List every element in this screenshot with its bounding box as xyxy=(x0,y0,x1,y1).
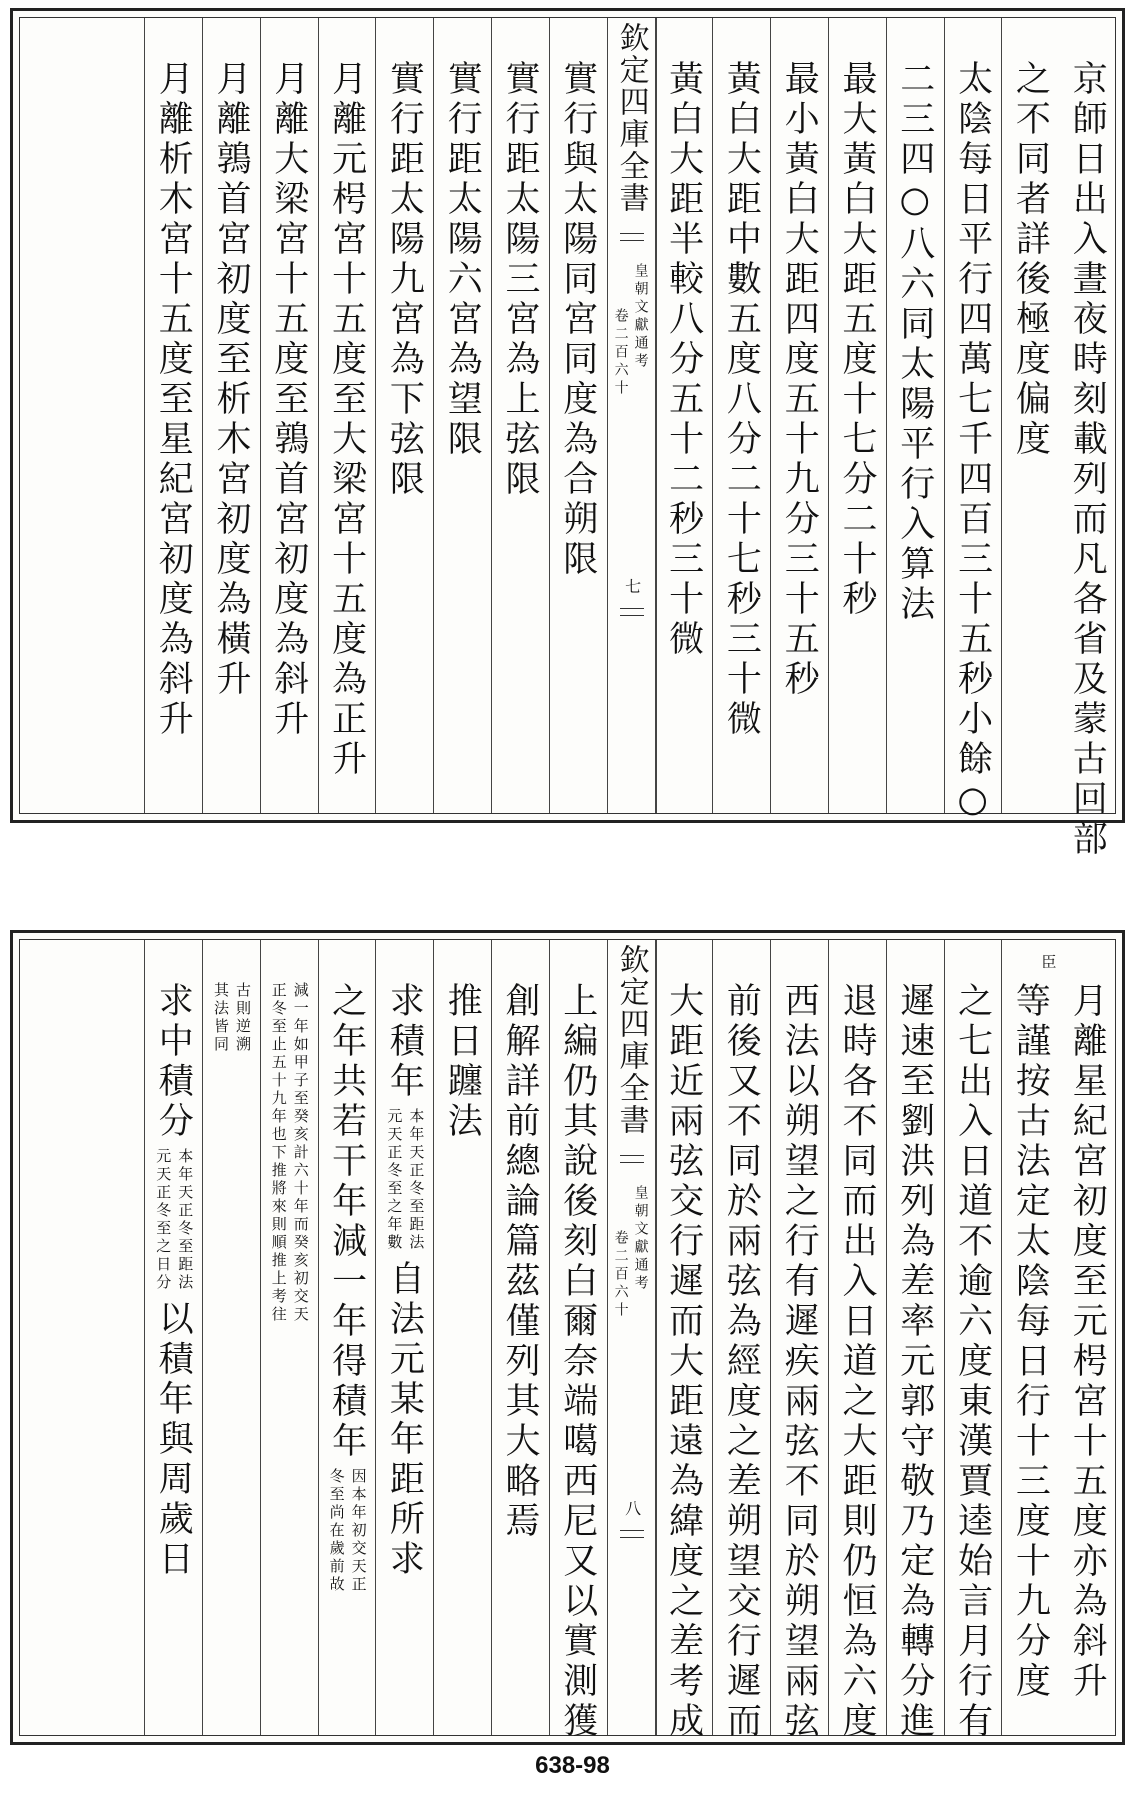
page-1-frame xyxy=(19,17,1116,860)
text-column xyxy=(886,18,945,813)
column-text: 黃白大距中數五度八分二十七秒三十微 xyxy=(721,60,762,740)
column-text: 太陰每日平行四萬七千四百三十五秒小餘○ xyxy=(952,60,993,825)
text-column xyxy=(770,940,829,1742)
column-text: 求積年 xyxy=(384,982,425,1102)
fish-tail-mark xyxy=(620,1530,644,1549)
note-line: 本年天正冬至距法 xyxy=(407,1108,426,1252)
column-text: 月離元枵宮十五度至大梁宮十五度為正升 xyxy=(326,60,367,780)
column-text: 求中積分 xyxy=(153,982,194,1142)
text-column xyxy=(375,18,434,813)
text-column xyxy=(491,940,550,1735)
text-column xyxy=(1001,940,1060,1735)
text-column xyxy=(828,18,887,813)
fish-tail-mark xyxy=(620,1155,644,1174)
text-column xyxy=(886,940,945,1742)
center-spine xyxy=(607,18,657,813)
column-text: 西法以朔望之行有遲疾兩弦不同於朔望兩弦 xyxy=(779,982,820,1742)
text-column xyxy=(202,940,261,1735)
text-column xyxy=(944,940,1003,1742)
column-text: 實行與太陽同宮同度為合朔限 xyxy=(557,60,598,580)
spine-title: 欽定四庫全書 xyxy=(613,944,649,1136)
column-text: 創解詳前總論篇茲僅列其大略焉 xyxy=(500,982,540,1542)
column-text: 前後又不同於兩弦為經度之差朔望交行遲而 xyxy=(721,982,762,1742)
text-column xyxy=(144,18,203,813)
column-text: 月離星紀宮初度至元枵宮十五度亦為斜升 xyxy=(1067,982,1108,1702)
fish-tail-mark xyxy=(620,608,644,627)
note-line: 冬至尚在歲前故 xyxy=(327,1468,346,1594)
column-text: 月離大梁宮十五度至鶉首宮初度為斜升 xyxy=(268,60,309,740)
column-text: 月離析木宮十五度至星紀宮初度為斜升 xyxy=(153,60,194,740)
column-text: 月離鶉首宮初度至析木宮初度為橫升 xyxy=(211,60,251,700)
spine-book-title: 皇朝文獻通考 xyxy=(632,263,649,371)
text-column xyxy=(828,940,887,1742)
text-column xyxy=(433,940,492,1735)
column-text: 之七出入日道不逾六度東漢賈逵始言月行有 xyxy=(952,982,993,1742)
column-text: 之年共若干年減一年得積年 xyxy=(326,982,367,1462)
page-1 xyxy=(10,8,1125,860)
spine-book-title: 皇朝文獻通考 xyxy=(632,1185,649,1293)
text-column xyxy=(260,18,319,813)
column-text: 以積年與周歲日 xyxy=(153,1300,194,1580)
note-line: 元天正冬至之年數 xyxy=(385,1108,404,1252)
text-column xyxy=(944,18,1003,825)
column-text: 實行距太陽六宮為望限 xyxy=(442,60,483,460)
text-column xyxy=(1059,18,1117,860)
text-column xyxy=(144,940,203,1735)
text-column xyxy=(433,18,492,813)
column-text: 二三四○八六同太陽平行入算法 xyxy=(894,60,935,625)
text-column xyxy=(655,18,714,813)
text-column xyxy=(655,940,714,1742)
column-text: 實行距太陽九宮為下弦限 xyxy=(384,60,425,500)
center-spine xyxy=(607,940,657,1735)
note-line: 減一年如甲子至癸亥計六十年而癸亥初交天 xyxy=(291,982,310,1324)
page-2 xyxy=(10,930,1125,1745)
text-column xyxy=(318,18,377,813)
column-text: 等謹按古法定太陰每日行十三度十九分度 xyxy=(1010,982,1051,1702)
text-column xyxy=(549,940,608,1742)
spine-volume: 卷二百六十 xyxy=(612,308,629,398)
column-text: 黃白大距半較八分五十二秒三十微 xyxy=(663,60,704,660)
text-column xyxy=(712,18,771,813)
text-column xyxy=(549,18,608,813)
column-text: 之不同者詳後極度偏度 xyxy=(1010,60,1051,460)
honorific-mark: 臣 xyxy=(1039,954,1058,972)
column-text: 遲速至劉洪列為差率元郭守敬乃定為轉分進 xyxy=(894,982,935,1742)
note-line: 正冬至止五十九年也下推將來則順推上考往 xyxy=(269,982,288,1324)
text-column xyxy=(318,940,377,1735)
text-column xyxy=(375,940,434,1735)
fish-tail-mark xyxy=(620,233,644,252)
spine-title: 欽定四庫全書 xyxy=(613,22,649,214)
page-number-footer: 638-98 xyxy=(535,1752,610,1779)
column-text: 大距近兩弦交行遲而大距遠為緯度之差考成 xyxy=(663,982,704,1742)
column-text: 實行距太陽三宮為上弦限 xyxy=(500,60,540,500)
text-column xyxy=(1001,18,1060,813)
spine-page-number: 八 xyxy=(622,1500,642,1521)
note-line: 因本年初交天正 xyxy=(349,1468,368,1594)
text-column xyxy=(770,18,829,813)
column-text: 最小黃白大距四度五十九分三十五秒 xyxy=(779,60,820,700)
note-line: 元天正冬至之日分 xyxy=(154,1148,173,1292)
note-line: 古則逆溯 xyxy=(234,982,252,1054)
note-line: 本年天正冬至距法 xyxy=(176,1148,195,1292)
spine-page-number: 七 xyxy=(622,578,642,599)
column-text: 最大黃白大距五度十七分二十秒 xyxy=(837,60,877,620)
column-text: 上編仍其說後刻白爾奈端噶西尼又以實測獲 xyxy=(557,982,598,1742)
text-column xyxy=(491,18,550,813)
column-text: 退時各不同而出入日道之大距則仍恒為六度 xyxy=(837,982,877,1742)
note-line: 其法皆同 xyxy=(212,982,230,1054)
spine-volume: 卷二百六十 xyxy=(612,1230,629,1320)
text-column xyxy=(202,18,261,813)
column-text: 京師日出入晝夜時刻載列而凡各省及蒙古回部 xyxy=(1067,60,1108,860)
text-column xyxy=(712,940,771,1742)
page-2-frame xyxy=(19,939,1116,1742)
column-text: 自法元某年距所求 xyxy=(384,1260,425,1580)
column-text: 推日躔法 xyxy=(442,982,483,1142)
text-column xyxy=(1059,940,1117,1735)
text-column xyxy=(260,940,319,1735)
